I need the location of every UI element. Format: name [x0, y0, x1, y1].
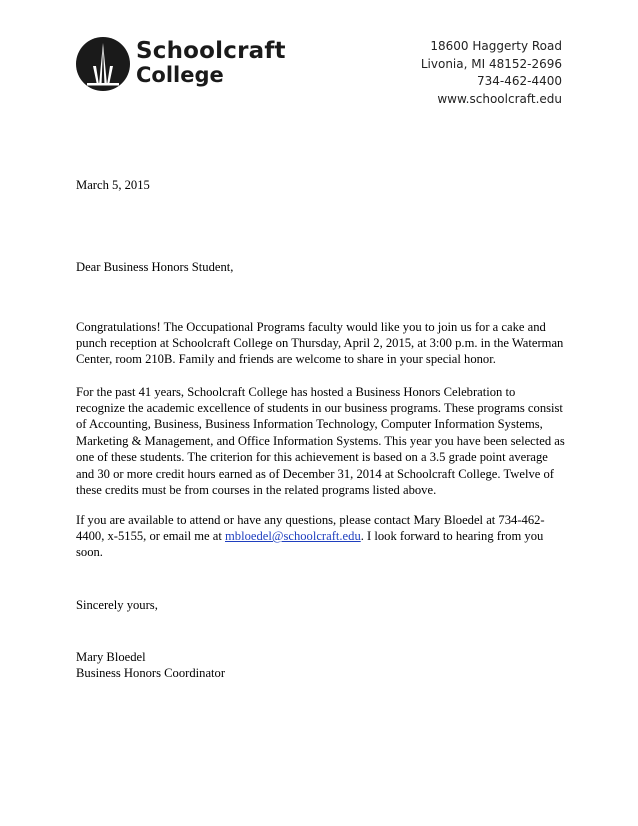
address-line2: Livonia, MI 48152-2696 [420, 56, 562, 71]
logo-name-line2: College [136, 63, 224, 87]
website: www.schoolcraft.edu [437, 91, 562, 106]
letterhead-contact [421, 38, 562, 108]
paragraph-contact-after: . I look forward to hearing from you soon. [76, 529, 544, 560]
signature-block [76, 649, 566, 682]
salutation: Dear Business Honors Student, [76, 260, 234, 274]
letter-date: March 5, 2015 [76, 178, 150, 192]
phone-number: 734-462-4400 [476, 74, 562, 88]
paragraph-invitation: Congratulations! The Occupational Programs faculty would like you to join us for a cake and punch reception at Schoolcraft College on Thursday, April 2, 2015, at 3:00 p.m. in the Waterman Center, room 210B. Family and friends are welcome to share in your special honor. [76, 319, 564, 367]
address-line1: 18600 Haggerty Road [430, 39, 562, 53]
signer-name: Mary Bloedel [76, 650, 146, 664]
college-logo [75, 36, 305, 92]
paragraph-contact-before: If you are available to attend or have any questions, please contact Mary Bloedel at 734-462-4400, x-5155, or email me at [76, 512, 545, 543]
paragraph-celebration: For the past 41 years, Schoolcraft College has hosted a Business Honors Celebration to recognize the academic excellence of students in our business programs. These programs consist of Accounting, Business, Business Information Technology, Computer Information Systems, Marketing & Management, and Office Information Systems. This year you have been selected as one of these students. The criterion for this achievement is based on a 3.5 grade point average and 30 or more credit hours earned as of December 31, 2014 at Schoolcraft College. Twelve of these credits must be from courses in the related programs listed above. [76, 384, 565, 498]
logo-name-line1: Schoolcraft [136, 38, 286, 64]
signer-title: Business Honors Coordinator [76, 666, 226, 681]
paragraph-contact [76, 512, 566, 561]
email-link[interactable]: mbloedel@schoolcraft.edu [225, 529, 361, 543]
college-emblem-icon [75, 36, 131, 92]
closing: Sincerely yours, [76, 598, 158, 612]
